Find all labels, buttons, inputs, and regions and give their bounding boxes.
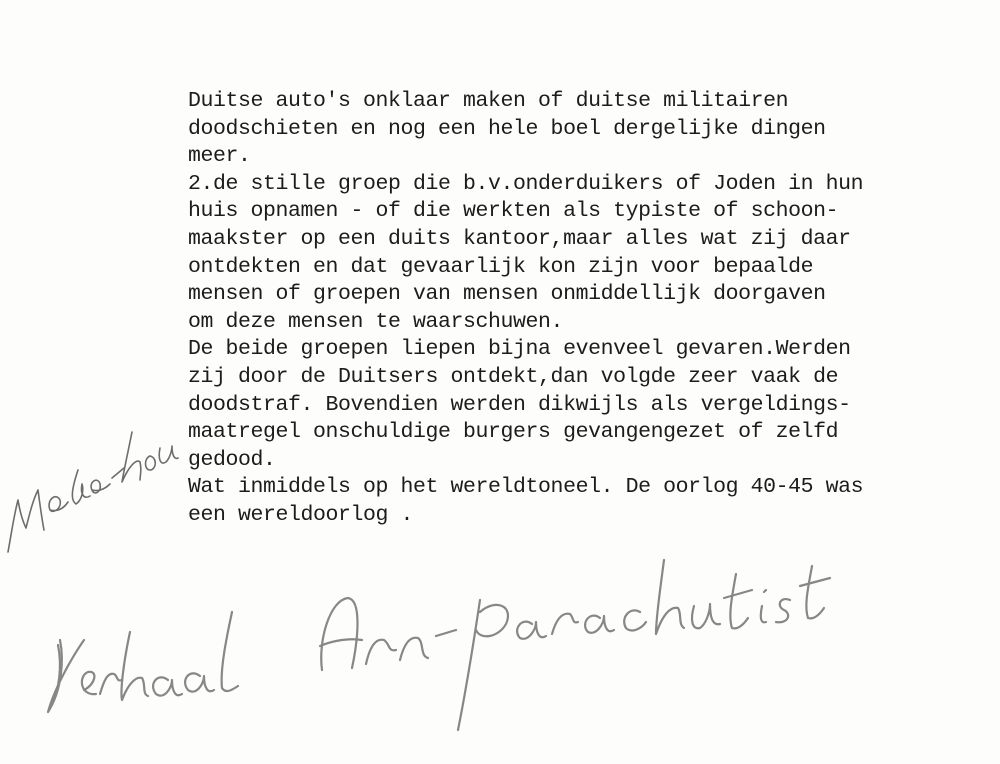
text-line: ontdekten en dat gevaarlijk kon zijn voor bepaalde <box>188 254 814 279</box>
text-line: Duitse auto's onklaar maken of duitse militairen <box>188 89 789 113</box>
text-line: doodschieten en nog een hele boel dergelijke dingen <box>188 116 826 141</box>
bottom-note-handwriting <box>48 560 830 730</box>
text-line: mensen of groepen van mensen onmiddellijk doorgaven <box>188 282 826 307</box>
text-line: maakster op een duits kantoor,maar alles wat zij daar <box>188 226 851 251</box>
text-line: 2.de stille groep die b.v.onderduikers of Joden in hun <box>188 171 864 196</box>
text-line: zij door de Duitsers ontdekt,dan volgde zeer vaak de <box>188 364 839 389</box>
text-line: doodstraf. Bovendien werden dikwijls als vergeldings- <box>188 392 851 417</box>
text-line: maatregel onschuldige burgers gevangengezet of zelfd <box>188 420 839 445</box>
text-line: gedood. <box>188 447 276 472</box>
margin-note-handwriting <box>8 432 178 552</box>
text-line: om deze mensen te waarschuwen. <box>188 309 564 334</box>
text-line: meer. <box>188 144 251 169</box>
typed-text-block <box>188 88 988 530</box>
text-line: De beide groepen liepen bijna evenveel gevaren.Werden <box>188 337 851 362</box>
text-line: Wat inmiddels op het wereldtoneel. De oorlog 40-45 was <box>188 475 864 500</box>
text-line: huis opnamen - of die werkten als typiste of schoon- <box>188 199 839 224</box>
text-line: een wereldoorlog . <box>188 502 414 527</box>
